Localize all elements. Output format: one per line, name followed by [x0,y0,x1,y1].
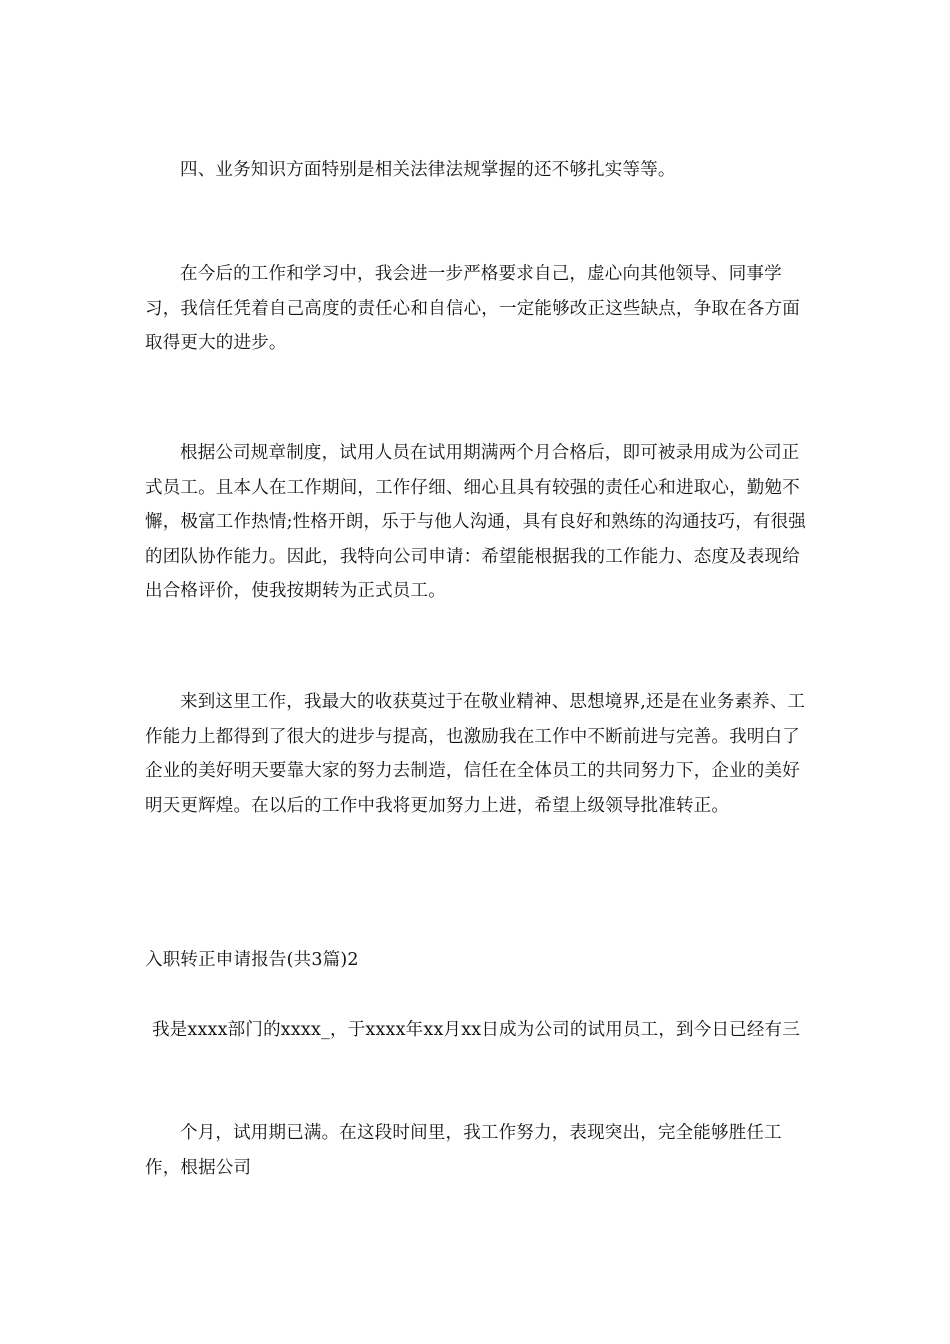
paragraph-future-improvement: 在今后的工作和学习中，我会进一步严格要求自己，虚心向其他领导、同事学习，我信任凭着自己高度的责任心和自信心，一定能够改正这些缺点，争取在各方面取得更大的进步。 [145,264,800,353]
section-heading: 入职转正申请报告(共3篇)2 [145,950,359,970]
paragraph-application-request: 根据公司规章制度，试用人员在试用期满两个月合格后，即可被录用成为公司正式员工。且本人在工作期间，工作仔细、细心且具有较强的责任心和进取心，勤勉不懈，极富工作热情;性格开朗，乐于与他人沟通，具有良好和熟练的沟通技巧，有很强的团队协作能力。因此，我特向公司申请：希望能根据我的工作能力、态度及表现给出合格评价，使我按期转为正式员工。 [145,443,806,601]
paragraph-gains-conclusion: 来到这里工作，我最大的收获莫过于在敬业精神、思想境界,还是在业务素养、工作能力上都得到了很大的进步与提高，也激励我在工作中不断前进与完善。我明白了企业的美好明天要靠大家的努力去制造，信任在全体员工的共同努力下，企业的美好明天更辉煌。在以后的工作中我将更加努力上进，希望上级领导批准转正。 [145,692,806,816]
paragraph-weakness-four: 四、业务知识方面特别是相关法律法规掌握的还不够扎实等等。 [180,160,676,180]
paragraph-probation-complete: 个月，试用期已满。在这段时间里，我工作努力，表现突出，完全能够胜任工作，根据公司 [145,1123,782,1178]
paragraph-introduction: 我是xxxx部门的xxxx_，于xxxx年xx月xx日成为公司的试用员工，到今日已经有三 [152,1020,800,1040]
